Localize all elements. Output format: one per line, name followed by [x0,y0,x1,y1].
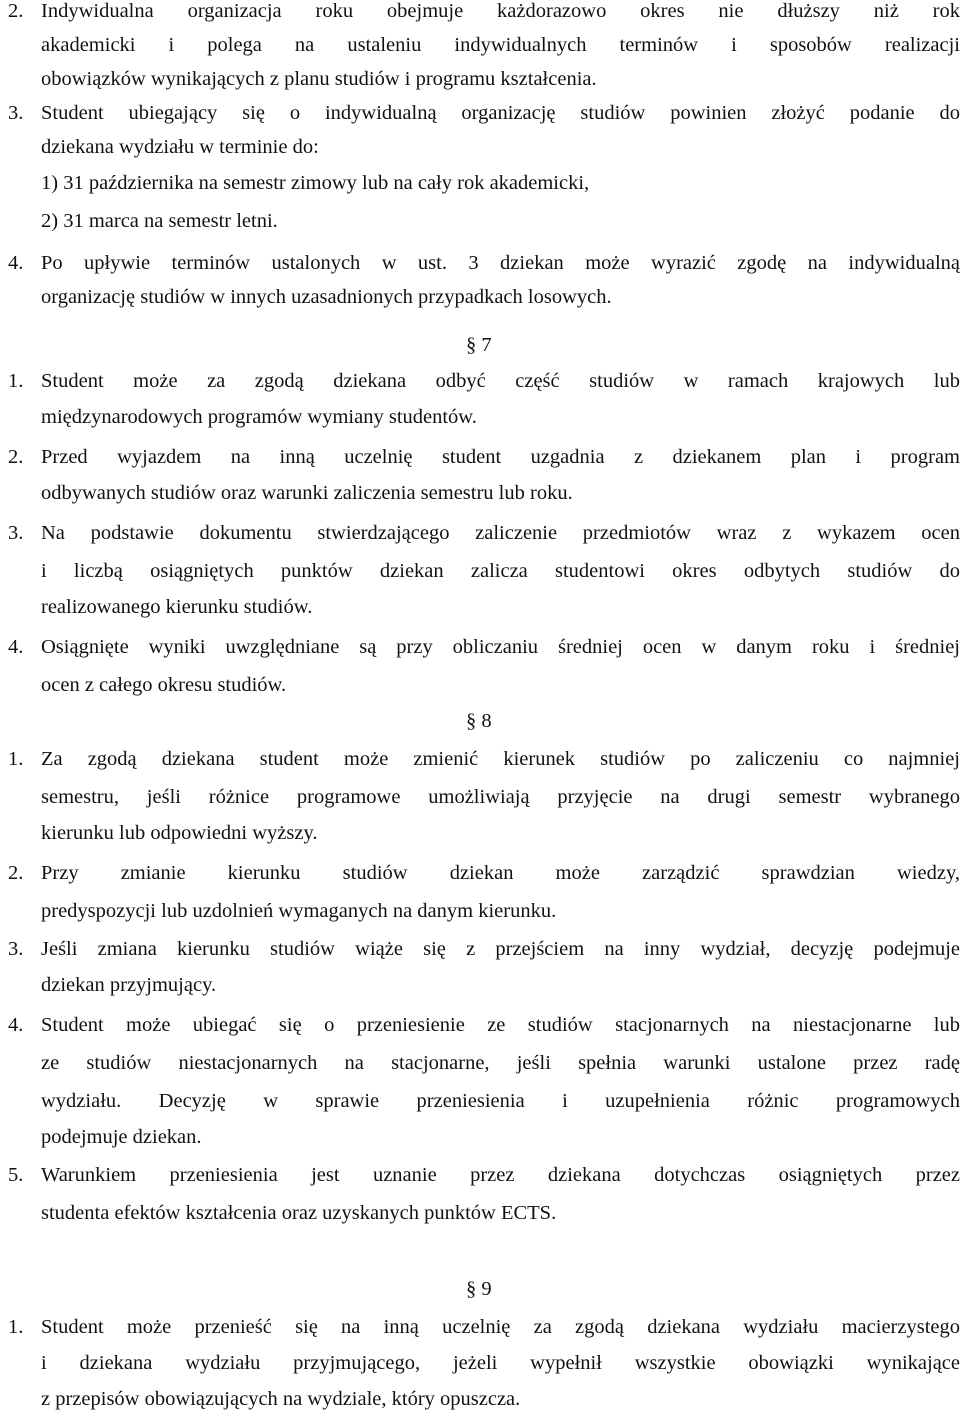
text-line: studenta efektów kształcenia oraz uzyskanych punktów ECTS. [41,1202,557,1224]
text-line: kierunku lub odpowiedni wyższy. [41,822,318,844]
sub-item: 1) 31 października na semestr zimowy lub na cały rok akademicki, [41,172,590,194]
text-line: Warunkiem przeniesienia jest uznanie przez dziekana dotychczas osiągniętych przez [41,1164,960,1186]
item-number: 3. [8,102,24,124]
item-number: 4. [8,636,24,658]
text-line: akademicki i polega na ustaleniu indywidualnych terminów i sposobów realizacji [41,34,960,56]
text-line: i dziekana wydziału przyjmującego, jeżeli wypełnił wszystkie obowiązki wynikające [41,1352,960,1374]
text-line: Student może przenieść się na inną uczelnię za zgodą dziekana wydziału macierzystego [41,1316,960,1338]
text-line: Jeśli zmiana kierunku studiów wiąże się z przejściem na inny wydział, decyzję podejmuje [41,938,960,960]
section-heading-7: § 7 [466,334,492,356]
item-number: 2. [8,446,24,468]
item-number: 4. [8,252,24,274]
text-line: Student może za zgodą dziekana odbyć część studiów w ramach krajowych lub [41,370,960,392]
text-line: dziekana wydziału w terminie do: [41,136,319,158]
text-line: z przepisów obowiązujących na wydziale, który opuszcza. [41,1388,521,1410]
item-number: 2. [8,862,24,884]
item-number: 3. [8,522,24,544]
sub-item: 2) 31 marca na semestr letni. [41,210,278,232]
item-number: 3. [8,938,24,960]
item-number: 2. [8,0,24,22]
text-line: Na podstawie dokumentu stwierdzającego zaliczenie przedmiotów wraz z wykazem ocen [41,522,960,544]
item-number: 1. [8,370,24,392]
text-line: obowiązków wynikających z planu studiów i programu kształcenia. [41,68,597,90]
text-line: dziekan przyjmujący. [41,974,217,996]
text-line: Student może ubiegać się o przeniesienie ze studiów stacjonarnych na niestacjonarne lub [41,1014,960,1036]
text-line: Przed wyjazdem na inną uczelnię student uzgadnia z dziekanem plan i program [41,446,960,468]
text-line: odbywanych studiów oraz warunki zaliczenia semestru lub roku. [41,482,573,504]
text-line: Przy zmianie kierunku studiów dziekan może zarządzić sprawdzian wiedzy, [41,862,960,884]
text-line: Za zgodą dziekana student może zmienić kierunek studiów po zaliczeniu co najmniej [41,748,960,770]
text-line: podejmuje dziekan. [41,1126,202,1148]
text-line: organizację studiów w innych uzasadnionych przypadkach losowych. [41,286,612,308]
text-line: semestru, jeśli różnice programowe umożliwiają przyjęcie na drugi semestr wybranego [41,786,960,808]
section-heading-8: § 8 [466,710,492,732]
text-line: Indywidualna organizacja roku obejmuje każdorazowo okres nie dłuższy niż rok [41,0,960,22]
text-line: wydziału. Decyzję w sprawie przeniesienia i uzupełnienia różnic programowych [41,1090,960,1112]
item-number: 5. [8,1164,24,1186]
section-heading-9: § 9 [466,1278,492,1300]
item-number: 1. [8,748,24,770]
item-number: 1. [8,1316,24,1338]
item-number: 4. [8,1014,24,1036]
text-line: i liczbą osiągniętych punktów dziekan zalicza studentowi okres odbytych studiów do [41,560,960,582]
text-line: ze studiów niestacjonarnych na stacjonarne, jeśli spełnia warunki ustalone przez radę [41,1052,960,1074]
text-line: ocen z całego okresu studiów. [41,674,287,696]
text-line: realizowanego kierunku studiów. [41,596,313,618]
text-line: Student ubiegający się o indywidualną organizację studiów powinien złożyć podanie do [41,102,960,124]
text-line: predyspozycji lub uzdolnień wymaganych na danym kierunku. [41,900,557,922]
text-line: Osiągnięte wyniki uwzględniane są przy obliczaniu średniej ocen w danym roku i średniej [41,636,960,658]
text-line: międzynarodowych programów wymiany studentów. [41,406,477,428]
text-line: Po upływie terminów ustalonych w ust. 3 dziekan może wyrazić zgodę na indywidualną [41,252,960,274]
